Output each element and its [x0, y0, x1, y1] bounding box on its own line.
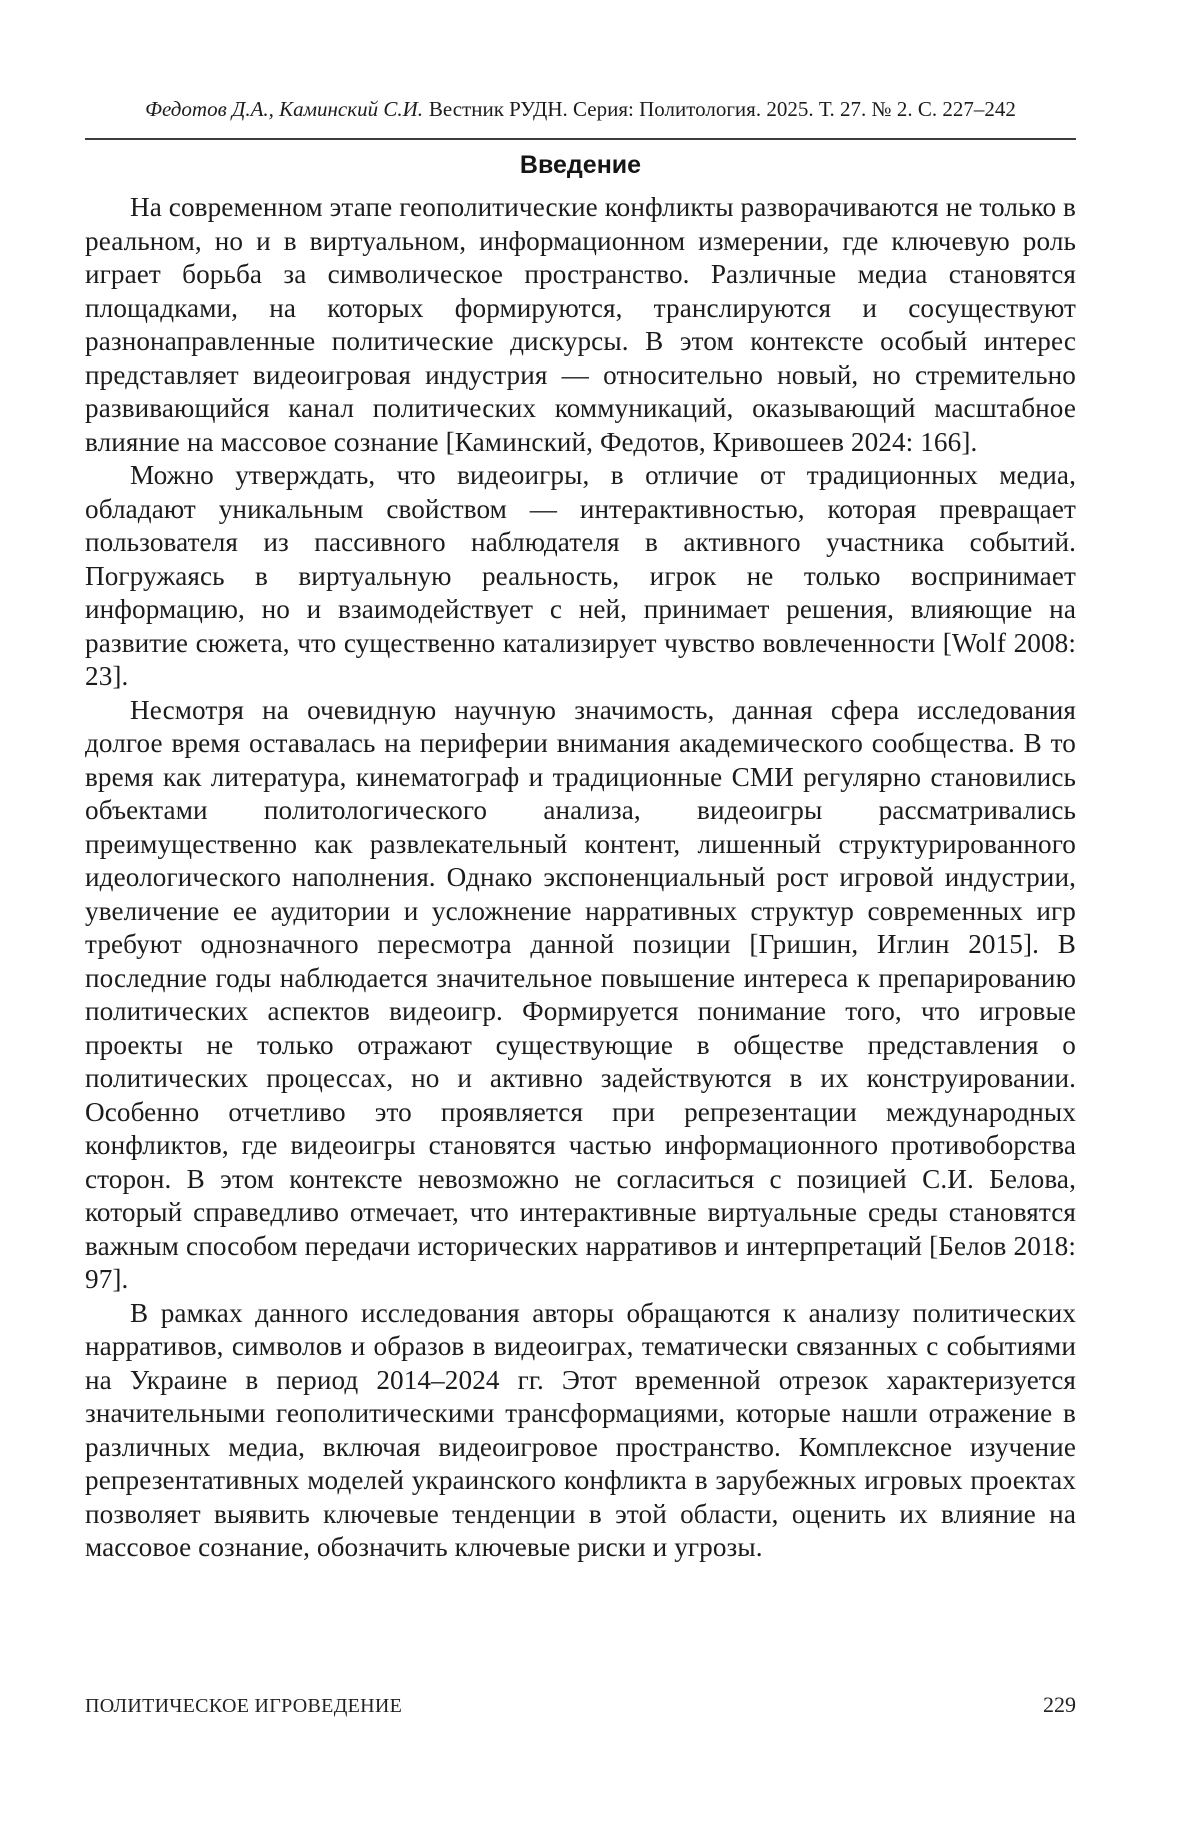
- page-footer: [85, 1692, 1076, 1718]
- paragraph: Можно утверждать, что видеоигры, в отличие от традиционных медиа, обладают уникальным свойством — интерактивностью, которая превращает пользователя из пассивного наблюдателя в активного участника событий. Погружаясь в виртуальную реальность, игрок не только воспринимает информацию, но и взаимодействует с ней, принимает решения, влияющие на развитие сюжета, что существенно катализирует чувство вовлеченности [Wolf 2008: 23].: [85, 460, 1076, 691]
- article-body: [85, 191, 1076, 1565]
- section-title: Введение: [519, 151, 642, 179]
- page-content: [85, 0, 1076, 1565]
- footer-section-label: ПОЛИТИЧЕСКОЕ ИГРОВЕДЕНИЕ: [85, 1695, 403, 1717]
- paragraph: В рамках данного исследования авторы обращаются к анализу политических нарративов, символов и образов в видеоиграх, тематически связанных с событиями на Украине в период 2014–2024 гг. Этот временной отрезок характеризуется значительными геополитическими трансформациями, которые нашли отражение в различных медиа, включая видеоигровое пространство. Комплексное изучение репрезентативных моделей украинского конфликта в зарубежных игровых проектах позволяет выявить ключевые тенденции в этой области, оценить их влияние на массовое сознание, обозначить ключевые риски и угрозы.: [85, 1297, 1076, 1562]
- paragraph: Несмотря на очевидную научную значимость, данная сфера исследования долгое время оставалась на периферии внимания академического сообщества. В то время как литература, кинематограф и традиционные СМИ регулярно становились объектами политологического анализа, видеоигры рассматривались преимущественно как развлекательный контент, лишенный структурированного идеологического наполнения. Однако экспоненциальный рост игровой индустрии, увеличение ее аудитории и усложнение нарративных структур современных игр требуют однозначного пересмотра данной позиции [Гришин, Иглин 2015]. В последние годы наблюдается значительное повышение интереса к препарированию политических аспектов видеоигр. Формируется понимание того, что игровые проекты не только отражают существующие в обществе представления о политических процессах, но и активно задействуются в их конструировании. Особенно отчетливо это проявляется при репрезентации международных конфликтов, где видеоигры становятся частью информационного противоборства сторон. В этом контексте невозможно не согласиться с позицией С.И. Белова, который справедливо отмечает, что интерактивные виртуальные среды становятся важным способом передачи исторических нарративов и интерпретаций [Белов 2018: 97].: [85, 694, 1076, 1294]
- running-head-journal-info: Вестник РУДН. Серия: Политология. 2025. Т. 27. № 2. С. 227–242: [428, 97, 1016, 121]
- running-head-authors: Федотов Д.А., Каминский С.И.: [145, 97, 423, 121]
- page-number: 229: [1043, 1692, 1076, 1717]
- running-head: [85, 96, 1076, 140]
- paragraph: На современном этапе геополитические конфликты разворачиваются не только в реальном, но и в виртуальном, информационном измерении, где ключевую роль играет борьба за символическое пространство. Различные медиа становятся площадками, на которых формируются, транслируются и сосуществуют разнонаправленные политические дискурсы. В этом контексте особый интерес представляет видеоигровая индустрия — относительно новый, но стремительно развивающийся канал политических коммуникаций, оказывающий масштабное влияние на массовое сознание [Каминский, Федотов, Кривошеев 2024: 166].: [85, 192, 1076, 457]
